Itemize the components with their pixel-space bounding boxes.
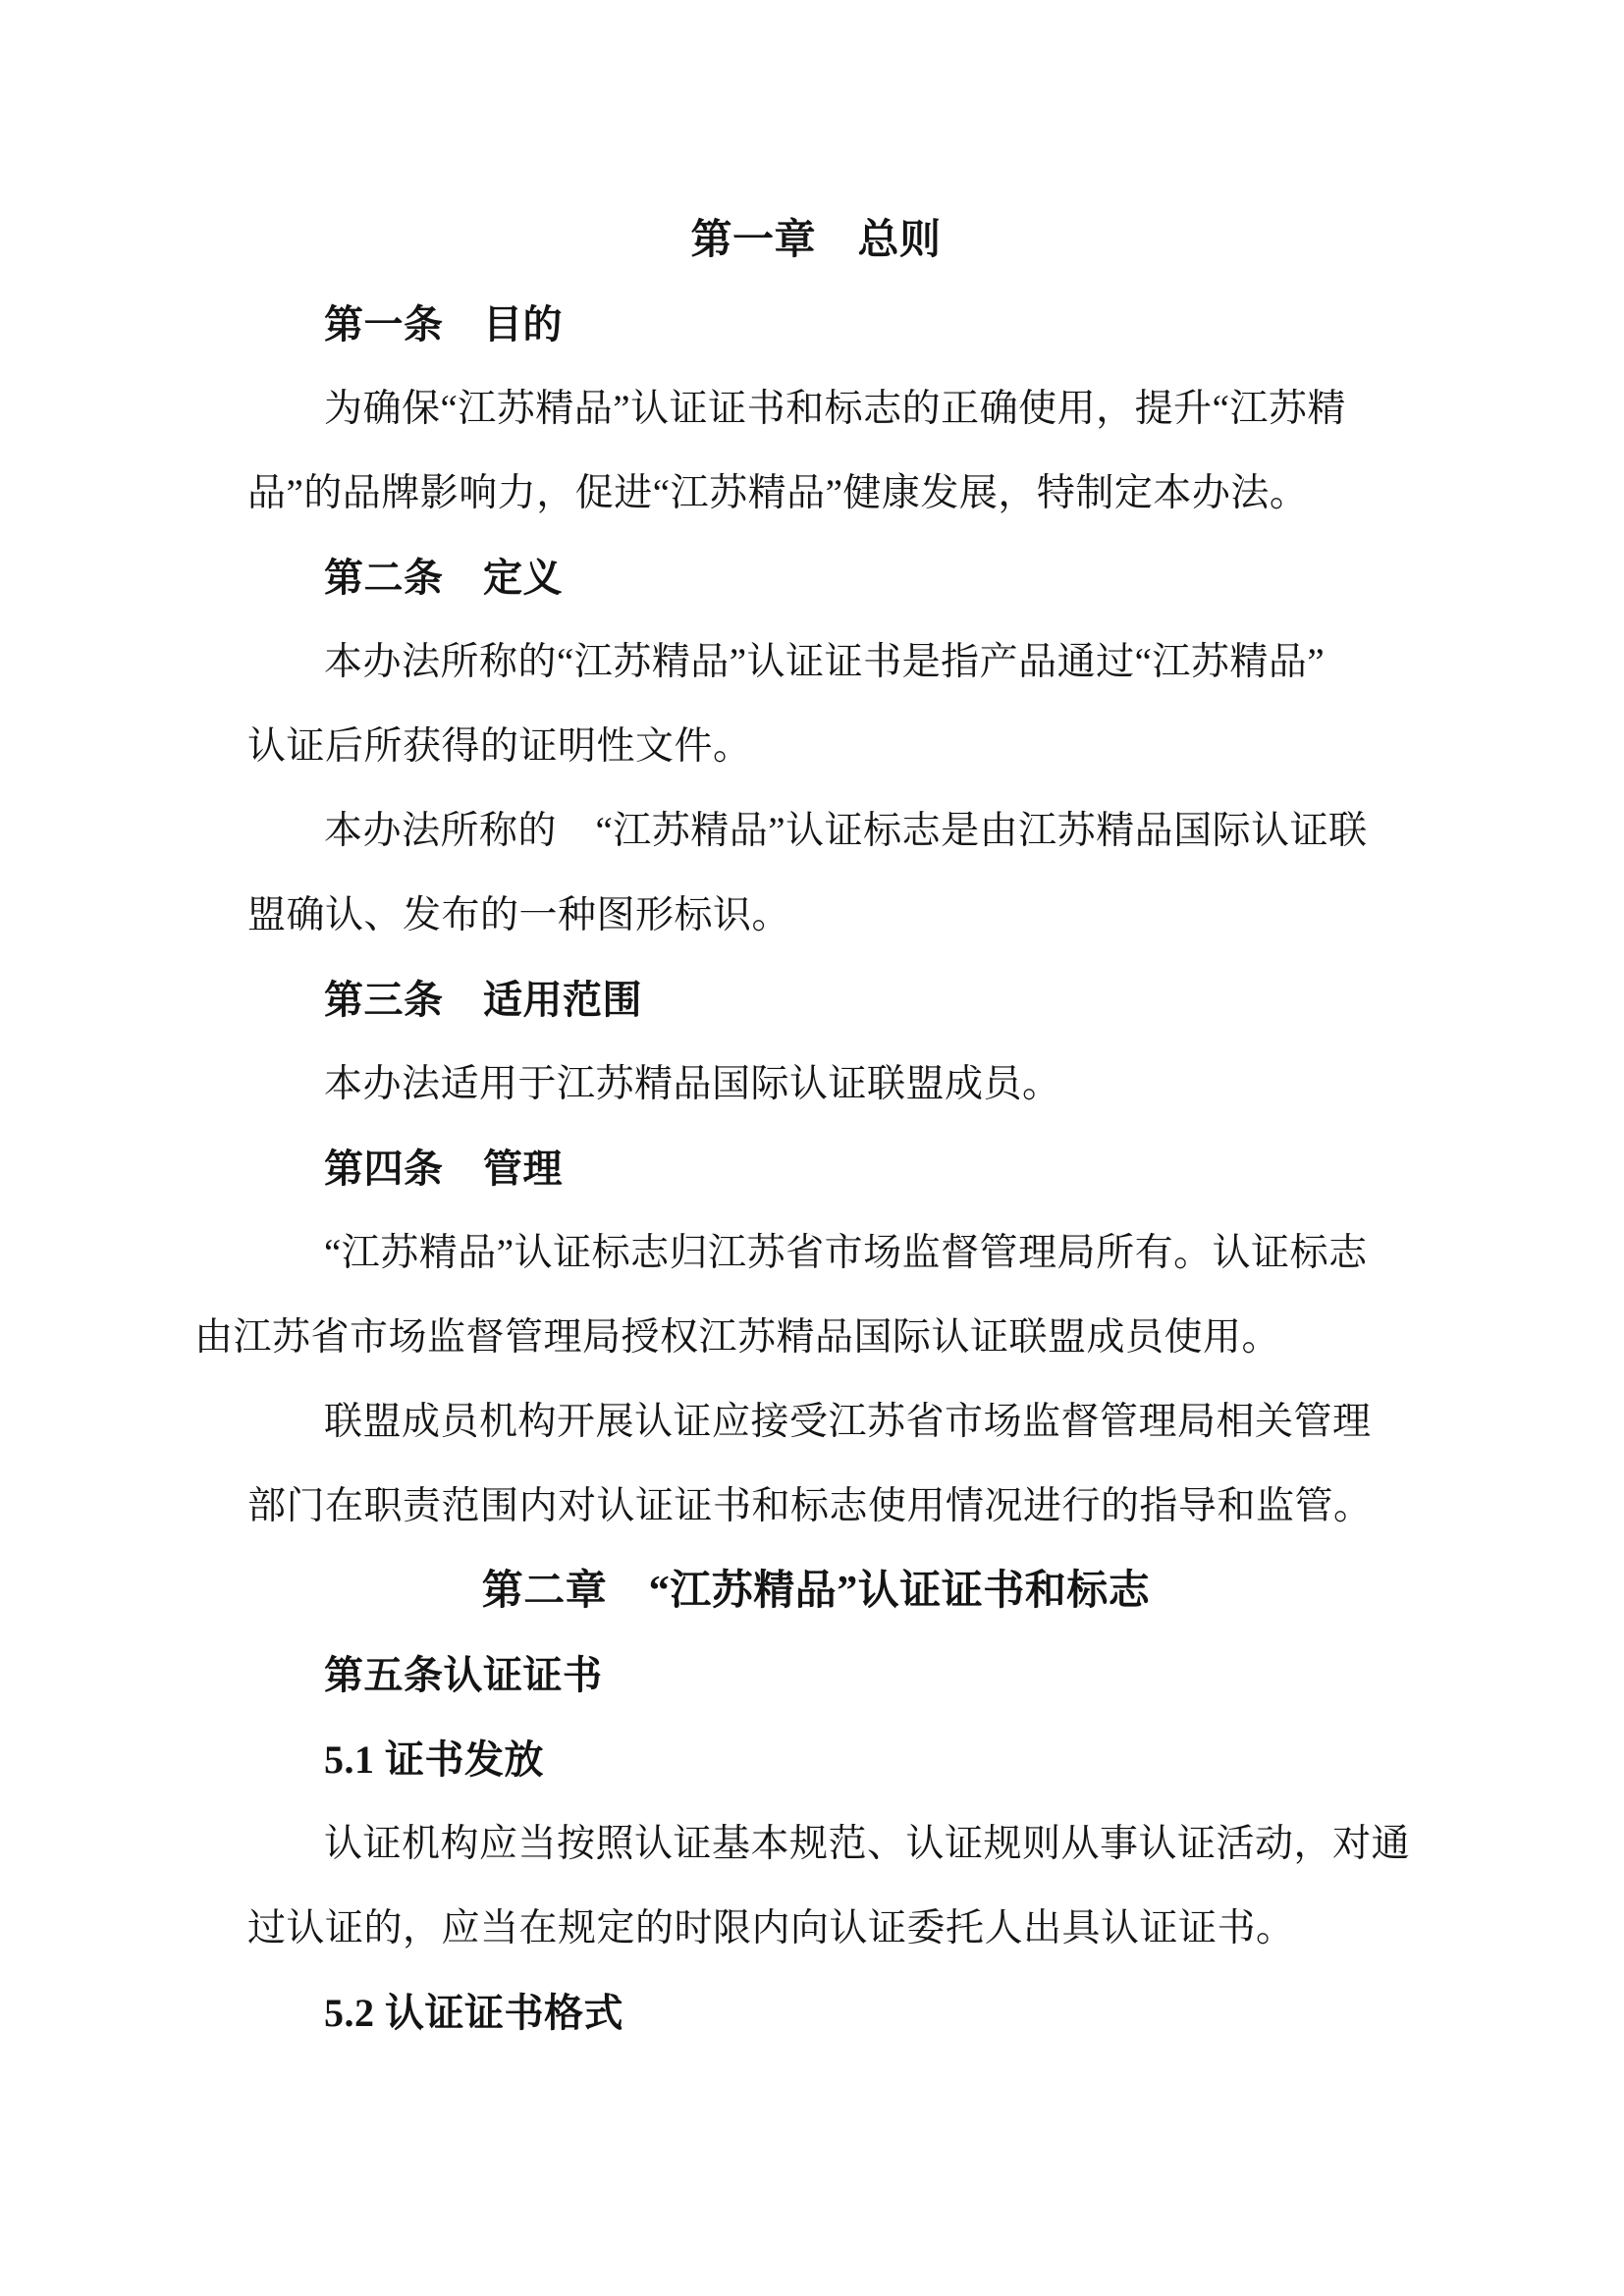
document-page (194, 198, 1411, 2056)
body-text-line: 部门在职责范围内对认证证书和标志使用情况进行的指导和监管。 (247, 1485, 1373, 1527)
body-text-line: 认证后所获得的证明性文件。 (247, 725, 752, 768)
article-heading: 第五条认证证书 (324, 1653, 603, 1697)
article-heading: 5.1 证书发放 (324, 1737, 544, 1782)
body-text-line: 由江苏省市场监督管理局授权江苏精品国际认证联盟成员使用。 (194, 1316, 1281, 1359)
body-text-line: 品”的品牌影响力，促进“江苏精品”健康发展，特制定本办法。 (247, 472, 1309, 514)
body-text-line: 盟确认、发布的一种图形标识。 (247, 894, 791, 936)
article-heading: 5.2 认证证书格式 (324, 1991, 623, 2035)
article-heading: 第一条 目的 (324, 302, 563, 347)
body-text-line: 本办法适用于江苏精品国际认证联盟成员。 (324, 1063, 1061, 1105)
body-text-line: 为确保“江苏精品”认证证书和标志的正确使用，提升“江苏精 (324, 388, 1346, 430)
body-text-line: 联盟成员机构开展认证应接受江苏省市场监督管理局相关管理 (324, 1401, 1372, 1443)
article-heading: 第三条 适用范围 (324, 978, 642, 1022)
chapter-heading: 第二章 “江苏精品”认证证书和标志 (481, 1569, 1151, 1614)
body-text-line: 本办法所称的 “江苏精品”认证标志是由江苏精品国际认证联 (324, 810, 1368, 852)
body-text-line: “江苏精品”认证标志归江苏省市场监督管理局所有。认证标志 (324, 1232, 1368, 1274)
article-heading: 第四条 管理 (324, 1147, 563, 1191)
body-text-line: 本办法所称的“江苏精品”认证证书是指产品通过“江苏精品” (324, 641, 1326, 683)
body-text-line: 认证机构应当按照认证基本规范、认证规则从事认证活动，对通 (324, 1823, 1411, 1865)
chapter-heading: 第一章 总则 (690, 218, 942, 263)
body-text-line: 过认证的，应当在规定的时限内向认证委托人出具认证证书。 (247, 1907, 1295, 1949)
article-heading: 第二条 定义 (324, 556, 563, 600)
